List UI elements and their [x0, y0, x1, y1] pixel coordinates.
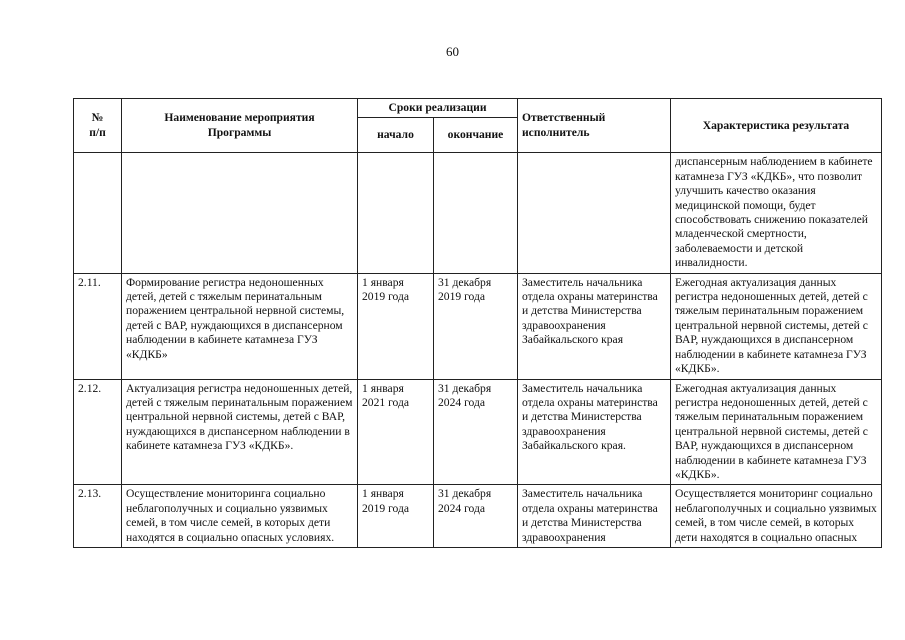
row-responsible: [518, 153, 671, 273]
row-name: Осуществление мониторинга социально неблагополучных и социально уязвимых семей, в том числе семей, в которых дети находятся в социально опасных условиях.: [122, 485, 358, 548]
row-name: Формирование регистра недоношенных детей, детей с тяжелым перинатальным поражением центральной нервной системы, детей с ВАР, нуждающихся в диспансерном наблюдении в кабинете катамнеза ГУЗ «КДКБ»: [122, 273, 358, 379]
header-num: № п/п: [74, 99, 122, 153]
row-num: 2.13.: [74, 485, 122, 548]
table-row: [74, 485, 882, 548]
header-end: окончание: [434, 118, 518, 153]
row-end: [434, 153, 518, 273]
header-name: Наименование мероприятия Программы: [122, 99, 358, 153]
row-responsible: Заместитель начальника отдела охраны материнства и детства Министерства здравоохранения Забайкальского края.: [518, 379, 671, 485]
row-end: 31 декабря 2024 года: [434, 485, 518, 548]
row-name: [122, 153, 358, 273]
row-start: 1 января 2021 года: [358, 379, 434, 485]
program-table: [73, 98, 882, 548]
row-result: Осуществляется мониторинг социально неблагополучных и социально уязвимых семей, в том числе семей, в которых дети находятся в социально опасных: [671, 485, 882, 548]
row-responsible: Заместитель начальника отдела охраны материнства и детства Министерства здравоохранения: [518, 485, 671, 548]
row-result: диспансерным наблюдением в кабинете катамнеза ГУЗ «КДКБ», что позволит улучшить качество оказания медицинской помощи, будет способствовать снижению показателей младенческой смертности, заболеваемости и детской инвалидности.: [671, 153, 882, 273]
row-num: [74, 153, 122, 273]
row-end: 31 декабря 2024 года: [434, 379, 518, 485]
row-result: Ежегодная актуализация данных регистра недоношенных детей, детей с тяжелым перинатальным поражением центральной нервной системы, детей с ВАР, нуждающихся в диспансерном наблюдении в кабинете катамнеза ГУЗ «КДКБ».: [671, 379, 882, 485]
row-start: 1 января 2019 года: [358, 485, 434, 548]
header-responsible: Ответственный исполнитель: [518, 99, 671, 153]
header-start: начало: [358, 118, 434, 153]
header-period: Сроки реализации: [358, 99, 518, 118]
row-start: 1 января 2019 года: [358, 273, 434, 379]
row-num: 2.12.: [74, 379, 122, 485]
row-num: 2.11.: [74, 273, 122, 379]
header-result: Характеристика результата: [671, 99, 882, 153]
table-row: [74, 379, 882, 485]
row-responsible: Заместитель начальника отдела охраны материнства и детства Министерства здравоохранения Забайкальского края: [518, 273, 671, 379]
row-start: [358, 153, 434, 273]
table-row: [74, 273, 882, 379]
row-end: 31 декабря 2019 года: [434, 273, 518, 379]
row-result: Ежегодная актуализация данных регистра недоношенных детей, детей с тяжелым перинатальным поражением центральной нервной системы, детей с ВАР, нуждающихся в диспансерном наблюдении в кабинете катамнеза ГУЗ «КДКБ».: [671, 273, 882, 379]
row-name: Актуализация регистра недоношенных детей, детей с тяжелым перинатальным поражением центральной нервной системы, детей с ВАР, нуждающихся в диспансерном наблюдении в кабинете катамнеза ГУЗ «КДКБ».: [122, 379, 358, 485]
page-number: 60: [446, 44, 459, 59]
table-row: [74, 153, 882, 273]
